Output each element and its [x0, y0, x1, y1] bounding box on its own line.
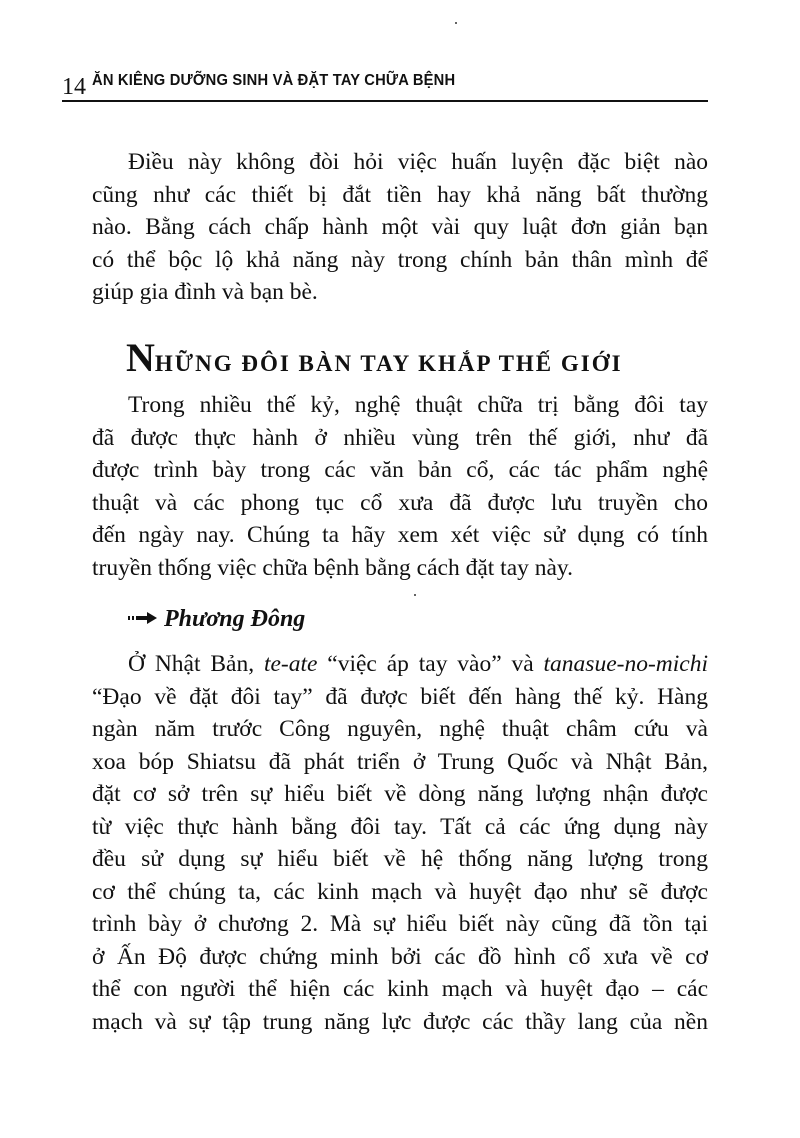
paragraph-line: “Đạo về đặt đôi tay” đã được biết đến hàng thế kỷ. Hàng	[92, 683, 708, 710]
paragraph-line: đều sử dụng sự hiểu biết về hệ thống năng lượng trong	[92, 846, 708, 872]
paragraph-line: nào. Bằng cách chấp hành một vài quy luật đơn giản bạn	[92, 214, 708, 240]
subsection-heading	[128, 606, 305, 633]
paragraph-history	[92, 389, 708, 584]
paragraph-line: có thể bộc lộ khả năng này trong chính bản thân mình để	[92, 246, 708, 273]
paragraph-line: Trong nhiều thế kỷ, nghệ thuật chữa trị bằng đôi tay	[128, 392, 708, 418]
paragraph-line: mạch và sự tập trung năng lực được các thầy lang của nền	[92, 1008, 708, 1035]
paragraph-line: cũng như các thiết bị đắt tiền hay khả năng bất thường	[92, 181, 708, 208]
paragraph-line: xoa bóp Shiatsu đã phát triển ở Trung Quốc và Nhật Bản,	[92, 748, 708, 775]
paragraph-line: đã được thực hành ở nhiều vùng trên thế giới, như đã	[92, 424, 708, 451]
paragraph-line: trình bày ở chương 2. Mà sự hiểu biết này cũng đã tồn tại	[92, 911, 708, 937]
paragraph-line: giúp gia đình và bạn bè.	[92, 279, 318, 305]
paragraph-line: Điều này không đòi hỏi việc huấn luyện đặc biệt nào	[128, 149, 708, 175]
scan-speck	[455, 22, 457, 24]
scan-speck	[414, 594, 416, 596]
paragraph-line	[92, 648, 708, 681]
paragraph-line: đến ngày nay. Chúng ta hãy xem xét việc sử dụng có tính	[92, 522, 708, 548]
paragraph-line: truyền thống việc chữa bệnh bằng cách đặt tay này.	[92, 554, 574, 581]
paragraph-east	[92, 648, 708, 1038]
text-run: Ở Nhật Bản,	[128, 651, 264, 677]
paragraph-line: ở Ấn Độ được chứng minh bởi các đồ hình cổ xưa về cơ	[92, 943, 708, 970]
section-heading-initial: N	[126, 335, 155, 380]
paragraph-intro	[92, 146, 708, 309]
paragraph-line: thuật và các phong tục cổ xưa đã được lưu truyền cho	[92, 489, 708, 516]
section-heading	[126, 334, 623, 381]
paragraph-line: được trình bày trong các văn bản cổ, các tác phẩm nghệ	[92, 457, 708, 483]
paragraph-line: từ việc thực hành bằng đôi tay. Tất cả các ứng dụng này	[92, 813, 708, 840]
term-italic: tanasue-no-michi	[543, 651, 708, 677]
term-italic: te-ate	[263, 651, 318, 677]
paragraph-line: đặt cơ sở trên sự hiểu biết về dòng năng lượng nhận được	[92, 781, 708, 807]
subsection-title: Phương Đông	[164, 606, 306, 632]
section-heading-text: HỮNG ĐÔI BÀN TAY KHẮP THẾ GIỚI	[154, 351, 623, 376]
paragraph-line: cơ thể chúng ta, các kinh mạch và huyệt đạo như sẽ được	[92, 878, 708, 905]
paragraph-line: ngàn năm trước Công nguyên, nghệ thuật châm cứu và	[92, 716, 708, 742]
page-header	[62, 70, 708, 102]
page-number: 14	[62, 74, 86, 100]
running-title: ĂN KIÊNG DƯỠNG SINH VÀ ĐẶT TAY CHỮA BỆNH	[92, 72, 456, 89]
arrow-icon	[128, 611, 158, 625]
text-run: “việc áp tay vào” và	[317, 651, 544, 677]
paragraph-line: thể con người thể hiện các kinh mạch và huyệt đạo – các	[92, 976, 708, 1002]
